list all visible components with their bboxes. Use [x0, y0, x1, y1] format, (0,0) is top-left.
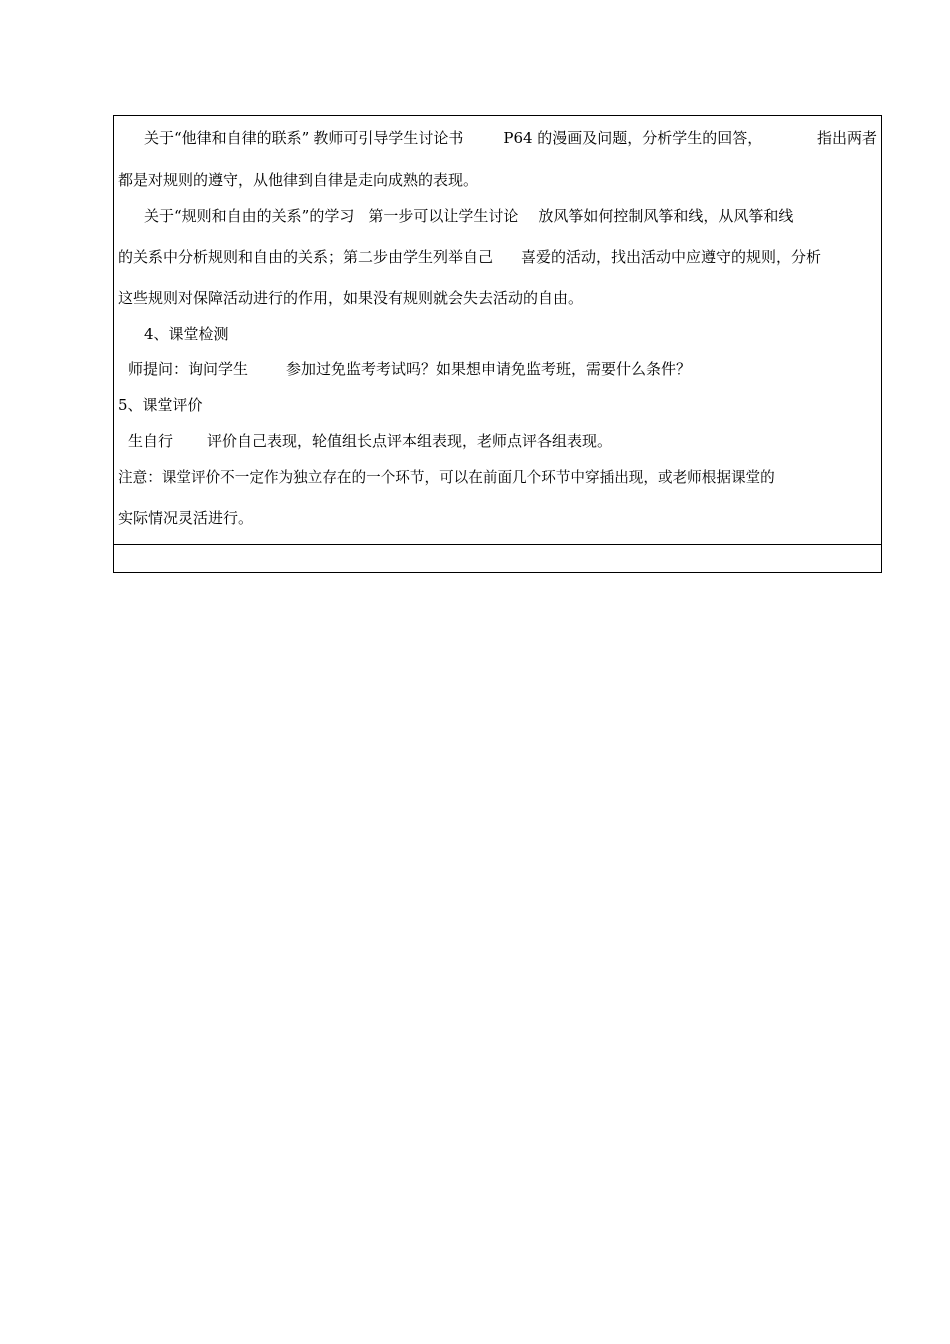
section-5-title	[118, 395, 877, 415]
text-segment: 实际情况灵活进行。	[118, 509, 254, 527]
text-segment: 这些规则对保障活动进行的作用，如果没有规则就会失去活动的自由。	[118, 289, 584, 307]
section-5-text	[118, 431, 877, 451]
text-segment: 评价自己表现，轮值组长点评本组表现，老师点评各组表现。	[207, 432, 613, 450]
text-segment: 的关系中分析规则和自由的关系；第二步由学生列举自己	[118, 248, 494, 266]
paragraph-1-line-1	[118, 128, 877, 148]
paragraph-2-line-3	[118, 288, 877, 308]
note-line-1	[118, 468, 877, 488]
note-line-2	[118, 508, 877, 528]
heading-text: 5、课堂评价	[118, 396, 203, 414]
text-segment: 喜爱的活动，找出活动中应遵守的规则，分析	[521, 248, 822, 266]
text-segment: P64 的漫画及问题，分析学生的回答，	[503, 129, 763, 147]
text-segment: 指出两者	[816, 129, 877, 147]
heading-text: 4、课堂检测	[144, 325, 229, 343]
text-segment: 参加过免监考考试吗？如果想申请免监考班，需要什么条件？	[286, 360, 692, 378]
text-segment: 师提问：询问学生	[128, 360, 249, 378]
lesson-table	[113, 115, 882, 573]
text-segment: 关于“他律和自律的联系”	[144, 129, 310, 147]
text-segment: 教师可引导学生讨论书	[313, 129, 464, 147]
text-segment: 第一步可以让学生讨论	[368, 207, 519, 225]
lesson-content-cell	[114, 116, 881, 545]
section-4-question	[118, 359, 877, 379]
paragraph-2-line-2	[118, 247, 877, 267]
empty-table-row	[114, 545, 881, 572]
text-segment: 注意：课堂评价不一定作为独立存在的一个环节，可以在前面几个环节中穿插出现，或老师根据课堂的	[118, 469, 775, 486]
text-segment: 生自行	[128, 432, 174, 450]
paragraph-2-line-1	[118, 206, 877, 226]
text-segment: 都是对规则的遵守，从他律到自律是走向成熟的表现。	[118, 171, 479, 189]
paragraph-1-line-2	[118, 170, 877, 190]
text-segment: 放风筝如何控制风筝和线，从风筝和线	[538, 207, 794, 225]
section-4-title	[118, 324, 877, 344]
text-segment: 关于“规则和自由的关系”的学习	[144, 207, 355, 225]
